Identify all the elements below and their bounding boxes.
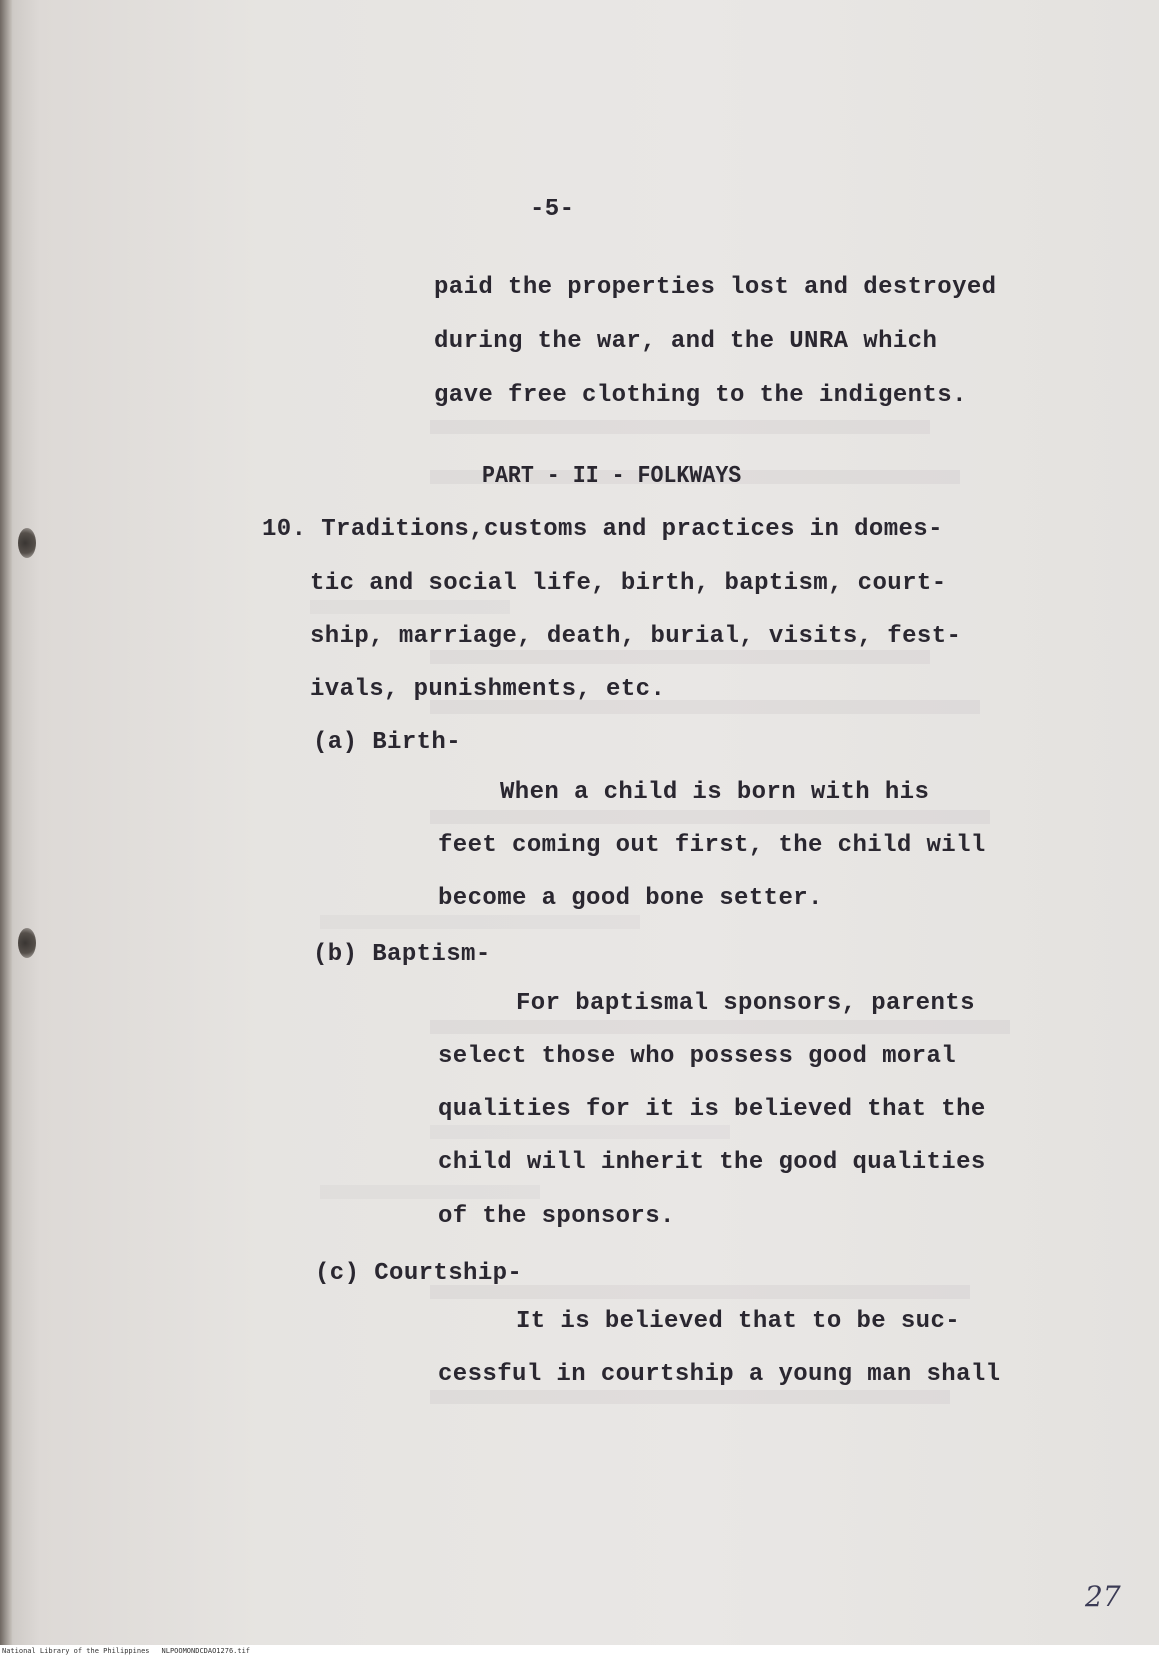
text-line: 10. Traditions,customs and practices in domes- [262, 516, 943, 543]
punch-hole [18, 928, 36, 958]
footer-file-id: NLPOOMONDCDAO1276.tif [161, 1647, 251, 1655]
section-label: (b) Baptism- [313, 941, 491, 968]
section-label: (a) Birth- [313, 729, 462, 756]
text-line: select those who possess good moral [438, 1043, 957, 1070]
text-line: cessful in courtship a young man shall [438, 1361, 1001, 1388]
scan-footer [0, 1645, 1159, 1658]
text-line: gave free clothing to the indigents. [434, 382, 967, 409]
text-line: When a child is born with his [500, 779, 930, 806]
part-heading: PART - II - FOLKWAYS [482, 463, 742, 490]
footer-library: National Library of the Philippines [2, 1647, 150, 1655]
text-line: paid the properties lost and destroyed [434, 274, 997, 301]
text-line: become a good bone setter. [438, 885, 823, 912]
text-line: during the war, and the UNRA which [434, 328, 938, 355]
text-line: For baptismal sponsors, parents [516, 990, 975, 1017]
text-line: qualities for it is believed that the [438, 1096, 986, 1123]
punch-hole [18, 528, 36, 558]
text-line: feet coming out first, the child will [438, 832, 986, 859]
text-line: ship, marriage, death, burial, visits, fest- [310, 623, 962, 650]
text-line: child will inherit the good qualities [438, 1149, 986, 1176]
text-line: ivals, punishments, etc. [310, 676, 666, 703]
section-label: (c) Courtship- [315, 1260, 523, 1287]
page-number: -5- [530, 196, 575, 223]
handwritten-page-mark: 27 [1085, 1580, 1121, 1613]
binding-edge [0, 0, 12, 1645]
text-line: It is believed that to be suc- [516, 1308, 961, 1335]
text-line: of the sponsors. [438, 1203, 675, 1230]
text-line: tic and social life, birth, baptism, court- [310, 570, 947, 597]
